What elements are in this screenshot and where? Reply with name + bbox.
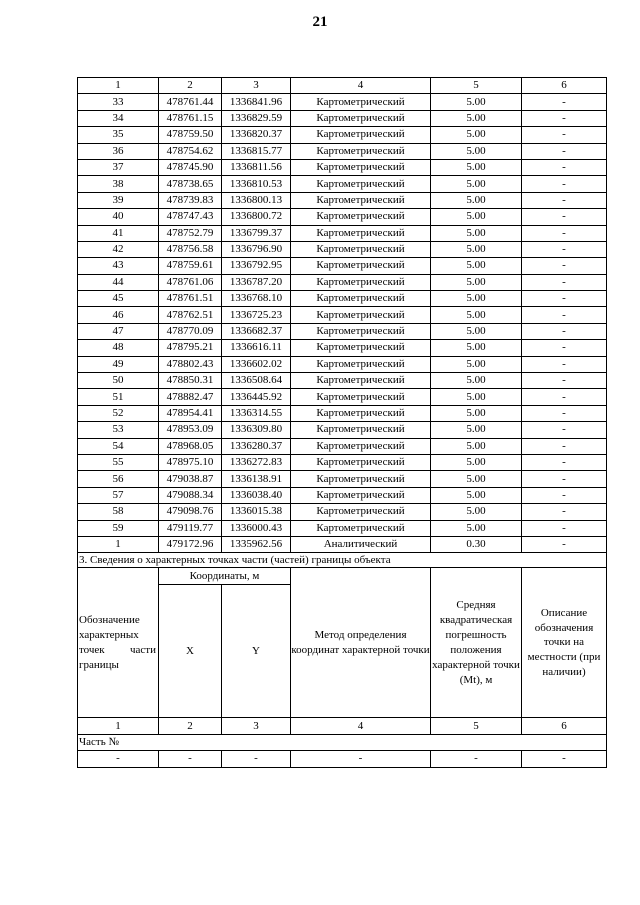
point-row	[78, 192, 607, 208]
point-number-cell: 48	[78, 340, 159, 356]
y-coordinate-cell: 1336829.59	[222, 110, 291, 126]
point-number-cell: 39	[78, 192, 159, 208]
point-row	[78, 241, 607, 257]
point-number-cell: 43	[78, 258, 159, 274]
header-method: Метод определения координат характерной точки	[291, 568, 431, 718]
y-coordinate-cell: 1336787.20	[222, 274, 291, 290]
error-cell: 5.00	[431, 209, 522, 225]
empty-cell: -	[222, 751, 291, 767]
point-number-cell: 57	[78, 487, 159, 503]
error-cell: 5.00	[431, 504, 522, 520]
point-row	[78, 340, 607, 356]
y-coordinate-cell: 1336768.10	[222, 291, 291, 307]
error-cell: 5.00	[431, 373, 522, 389]
point-row	[78, 274, 607, 290]
point-row	[78, 405, 607, 421]
point-number-cell: 44	[78, 274, 159, 290]
error-cell: 5.00	[431, 291, 522, 307]
point-row	[78, 438, 607, 454]
point-row	[78, 504, 607, 520]
method-cell: Картометрический	[291, 291, 431, 307]
description-cell: -	[522, 127, 607, 143]
point-number-cell: 37	[78, 159, 159, 175]
x-coordinate-cell: 479098.76	[159, 504, 222, 520]
point-row	[78, 356, 607, 372]
x-coordinate-cell: 479172.96	[159, 536, 222, 552]
description-cell: -	[522, 110, 607, 126]
point-number-cell: 1	[78, 536, 159, 552]
x-coordinate-cell: 478761.51	[159, 291, 222, 307]
method-cell: Картометрический	[291, 241, 431, 257]
y-coordinate-cell: 1336272.83	[222, 454, 291, 470]
point-number-cell: 38	[78, 176, 159, 192]
point-row	[78, 291, 607, 307]
x-coordinate-cell: 479038.87	[159, 471, 222, 487]
x-coordinate-cell: 478739.83	[159, 192, 222, 208]
section-3-title-row	[78, 553, 607, 568]
error-cell: 5.00	[431, 225, 522, 241]
error-cell: 5.00	[431, 471, 522, 487]
description-cell: -	[522, 143, 607, 159]
description-cell: -	[522, 192, 607, 208]
method-cell: Картометрический	[291, 438, 431, 454]
point-number-cell: 59	[78, 520, 159, 536]
y-coordinate-cell: 1336800.13	[222, 192, 291, 208]
y-coordinate-cell: 1336280.37	[222, 438, 291, 454]
y-coordinate-cell: 1336811.56	[222, 159, 291, 175]
y-coordinate-cell: 1336841.96	[222, 94, 291, 110]
x-coordinate-cell: 478761.06	[159, 274, 222, 290]
section-3-header-row	[78, 568, 607, 585]
col-number: 4	[291, 78, 431, 94]
point-number-cell: 53	[78, 422, 159, 438]
description-cell: -	[522, 356, 607, 372]
error-cell: 5.00	[431, 176, 522, 192]
col-number: 2	[159, 718, 222, 734]
col-number: 3	[222, 718, 291, 734]
point-row	[78, 323, 607, 339]
error-cell: 5.00	[431, 274, 522, 290]
section-3-title: 3. Сведения о характерных точках части (частей) границы объекта	[78, 553, 607, 568]
error-cell: 5.00	[431, 487, 522, 503]
description-cell: -	[522, 291, 607, 307]
method-cell: Картометрический	[291, 127, 431, 143]
description-cell: -	[522, 340, 607, 356]
y-coordinate-cell: 1336792.95	[222, 258, 291, 274]
y-coordinate-cell: 1336000.43	[222, 520, 291, 536]
header-designation: Обозначение характерных точек части границы	[78, 568, 159, 718]
part-label-row	[78, 734, 607, 750]
boundary-points-table	[77, 77, 607, 768]
method-cell: Картометрический	[291, 422, 431, 438]
empty-cell: -	[291, 751, 431, 767]
method-cell: Картометрический	[291, 209, 431, 225]
point-row	[78, 176, 607, 192]
y-coordinate-cell: 1336508.64	[222, 373, 291, 389]
col-number: 1	[78, 718, 159, 734]
error-cell: 5.00	[431, 356, 522, 372]
col-number: 4	[291, 718, 431, 734]
x-coordinate-cell: 478954.41	[159, 405, 222, 421]
point-number-cell: 56	[78, 471, 159, 487]
x-coordinate-cell: 478738.65	[159, 176, 222, 192]
x-coordinate-cell: 478770.09	[159, 323, 222, 339]
y-coordinate-cell: 1336820.37	[222, 127, 291, 143]
point-number-cell: 49	[78, 356, 159, 372]
description-cell: -	[522, 94, 607, 110]
x-coordinate-cell: 478761.15	[159, 110, 222, 126]
point-number-cell: 50	[78, 373, 159, 389]
point-number-cell: 47	[78, 323, 159, 339]
y-coordinate-cell: 1336616.11	[222, 340, 291, 356]
empty-cell: -	[522, 751, 607, 767]
method-cell: Картометрический	[291, 356, 431, 372]
col-number: 6	[522, 718, 607, 734]
point-number-cell: 58	[78, 504, 159, 520]
x-coordinate-cell: 478850.31	[159, 373, 222, 389]
description-cell: -	[522, 258, 607, 274]
x-coordinate-cell: 478761.44	[159, 94, 222, 110]
y-coordinate-cell: 1336138.91	[222, 471, 291, 487]
y-coordinate-cell: 1336799.37	[222, 225, 291, 241]
point-row	[78, 373, 607, 389]
description-cell: -	[522, 471, 607, 487]
method-cell: Аналитический	[291, 536, 431, 552]
point-number-cell: 54	[78, 438, 159, 454]
point-number-cell: 35	[78, 127, 159, 143]
description-cell: -	[522, 209, 607, 225]
error-cell: 5.00	[431, 307, 522, 323]
error-cell: 5.00	[431, 405, 522, 421]
x-coordinate-cell: 478882.47	[159, 389, 222, 405]
point-number-cell: 42	[78, 241, 159, 257]
point-row	[78, 143, 607, 159]
y-coordinate-cell: 1336309.80	[222, 422, 291, 438]
point-number-cell: 36	[78, 143, 159, 159]
point-row	[78, 536, 607, 552]
header-x: X	[159, 585, 222, 718]
header-y: Y	[222, 585, 291, 718]
error-cell: 5.00	[431, 520, 522, 536]
method-cell: Картометрический	[291, 225, 431, 241]
method-cell: Картометрический	[291, 323, 431, 339]
method-cell: Картометрический	[291, 307, 431, 323]
method-cell: Картометрический	[291, 258, 431, 274]
description-cell: -	[522, 405, 607, 421]
method-cell: Картометрический	[291, 192, 431, 208]
header-error: Средняя квадратическая погрешность положения характерной точки (Mt), м	[431, 568, 522, 718]
error-cell: 5.00	[431, 258, 522, 274]
y-coordinate-cell: 1336796.90	[222, 241, 291, 257]
point-number-cell: 45	[78, 291, 159, 307]
point-row	[78, 110, 607, 126]
error-cell: 5.00	[431, 241, 522, 257]
header-description: Описание обозначения точки на местности (при наличии)	[522, 568, 607, 718]
col-number: 5	[431, 78, 522, 94]
point-number-cell: 34	[78, 110, 159, 126]
description-cell: -	[522, 323, 607, 339]
x-coordinate-cell: 478802.43	[159, 356, 222, 372]
x-coordinate-cell: 478747.43	[159, 209, 222, 225]
section-3-column-number-row	[78, 718, 607, 734]
error-cell: 5.00	[431, 323, 522, 339]
point-row	[78, 471, 607, 487]
method-cell: Картометрический	[291, 405, 431, 421]
error-cell: 5.00	[431, 192, 522, 208]
point-row	[78, 225, 607, 241]
point-number-cell: 41	[78, 225, 159, 241]
point-row	[78, 307, 607, 323]
y-coordinate-cell: 1336810.53	[222, 176, 291, 192]
point-number-cell: 52	[78, 405, 159, 421]
x-coordinate-cell: 478756.58	[159, 241, 222, 257]
description-cell: -	[522, 241, 607, 257]
part-label: Часть №	[78, 734, 607, 750]
point-row	[78, 94, 607, 110]
method-cell: Картометрический	[291, 274, 431, 290]
error-cell: 0.30	[431, 536, 522, 552]
part-empty-row	[78, 751, 607, 767]
description-cell: -	[522, 176, 607, 192]
method-cell: Картометрический	[291, 373, 431, 389]
col-number: 5	[431, 718, 522, 734]
x-coordinate-cell: 478795.21	[159, 340, 222, 356]
col-number: 3	[222, 78, 291, 94]
point-number-cell: 33	[78, 94, 159, 110]
x-coordinate-cell: 478759.50	[159, 127, 222, 143]
x-coordinate-cell: 478968.05	[159, 438, 222, 454]
method-cell: Картометрический	[291, 454, 431, 470]
x-coordinate-cell: 478759.61	[159, 258, 222, 274]
method-cell: Картометрический	[291, 487, 431, 503]
y-coordinate-cell: 1335962.56	[222, 536, 291, 552]
description-cell: -	[522, 438, 607, 454]
y-coordinate-cell: 1336800.72	[222, 209, 291, 225]
y-coordinate-cell: 1336725.23	[222, 307, 291, 323]
x-coordinate-cell: 479119.77	[159, 520, 222, 536]
description-cell: -	[522, 487, 607, 503]
description-cell: -	[522, 225, 607, 241]
point-row	[78, 127, 607, 143]
y-coordinate-cell: 1336314.55	[222, 405, 291, 421]
x-coordinate-cell: 479088.34	[159, 487, 222, 503]
col-number: 6	[522, 78, 607, 94]
page-number: 21	[312, 14, 328, 30]
y-coordinate-cell: 1336602.02	[222, 356, 291, 372]
method-cell: Картометрический	[291, 340, 431, 356]
header-coordinates: Координаты, м	[159, 568, 291, 585]
y-coordinate-cell: 1336445.92	[222, 389, 291, 405]
x-coordinate-cell: 478752.79	[159, 225, 222, 241]
method-cell: Картометрический	[291, 471, 431, 487]
method-cell: Картометрический	[291, 504, 431, 520]
description-cell: -	[522, 159, 607, 175]
description-cell: -	[522, 307, 607, 323]
method-cell: Картометрический	[291, 143, 431, 159]
point-row	[78, 487, 607, 503]
error-cell: 5.00	[431, 110, 522, 126]
x-coordinate-cell: 478762.51	[159, 307, 222, 323]
method-cell: Картометрический	[291, 110, 431, 126]
empty-cell: -	[431, 751, 522, 767]
y-coordinate-cell: 1336015.38	[222, 504, 291, 520]
description-cell: -	[522, 389, 607, 405]
empty-cell: -	[78, 751, 159, 767]
point-number-cell: 55	[78, 454, 159, 470]
description-cell: -	[522, 454, 607, 470]
point-row	[78, 159, 607, 175]
y-coordinate-cell: 1336038.40	[222, 487, 291, 503]
error-cell: 5.00	[431, 94, 522, 110]
error-cell: 5.00	[431, 422, 522, 438]
x-coordinate-cell: 478754.62	[159, 143, 222, 159]
point-number-cell: 40	[78, 209, 159, 225]
error-cell: 5.00	[431, 143, 522, 159]
point-row	[78, 209, 607, 225]
description-cell: -	[522, 536, 607, 552]
method-cell: Картометрический	[291, 520, 431, 536]
error-cell: 5.00	[431, 389, 522, 405]
col-number: 2	[159, 78, 222, 94]
description-cell: -	[522, 520, 607, 536]
x-coordinate-cell: 478745.90	[159, 159, 222, 175]
error-cell: 5.00	[431, 159, 522, 175]
error-cell: 5.00	[431, 438, 522, 454]
error-cell: 5.00	[431, 127, 522, 143]
description-cell: -	[522, 274, 607, 290]
point-row	[78, 520, 607, 536]
point-row	[78, 389, 607, 405]
x-coordinate-cell: 478953.09	[159, 422, 222, 438]
error-cell: 5.00	[431, 340, 522, 356]
y-coordinate-cell: 1336815.77	[222, 143, 291, 159]
point-number-cell: 46	[78, 307, 159, 323]
method-cell: Картометрический	[291, 94, 431, 110]
method-cell: Картометрический	[291, 159, 431, 175]
point-row	[78, 454, 607, 470]
method-cell: Картометрический	[291, 389, 431, 405]
point-row	[78, 258, 607, 274]
col-number: 1	[78, 78, 159, 94]
error-cell: 5.00	[431, 454, 522, 470]
point-row	[78, 422, 607, 438]
point-number-cell: 51	[78, 389, 159, 405]
description-cell: -	[522, 373, 607, 389]
method-cell: Картометрический	[291, 176, 431, 192]
description-cell: -	[522, 504, 607, 520]
description-cell: -	[522, 422, 607, 438]
y-coordinate-cell: 1336682.37	[222, 323, 291, 339]
empty-cell: -	[159, 751, 222, 767]
x-coordinate-cell: 478975.10	[159, 454, 222, 470]
column-number-row	[78, 78, 607, 94]
